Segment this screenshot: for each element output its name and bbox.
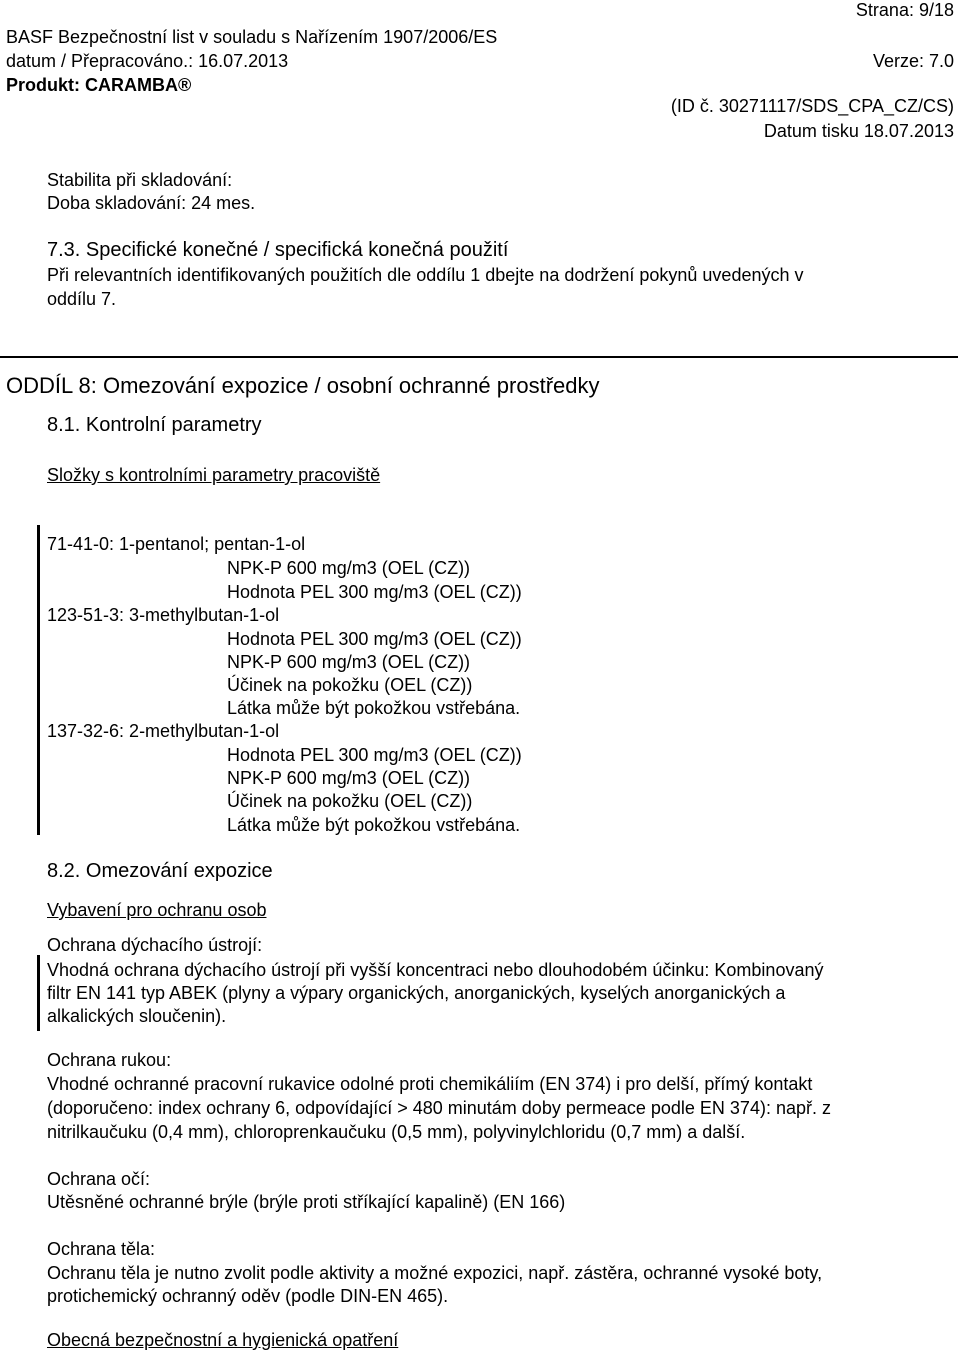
body-protection-label: Ochrana těla:: [47, 1239, 156, 1259]
subsection-8-2-heading: 8.2. Omezování expozice: [47, 860, 273, 882]
exposure-limit: Látka může být pokožkou vstřebána.: [227, 815, 521, 835]
hand-protection-label: Ochrana rukou:: [47, 1050, 172, 1070]
change-bar: [37, 955, 40, 1031]
section-8-heading: ODDÍL 8: Omezování expozice / osobní ochranné prostředky: [6, 373, 600, 398]
exposure-limit: NPK-P 600 mg/m3 (OEL (CZ)): [227, 652, 471, 672]
component-substance: 123-51-3: 3-methylbutan-1-ol: [47, 605, 280, 625]
ppe-label: Vybavení pro ochranu osob: [47, 900, 267, 920]
document-title: BASF Bezpečnostní list v souladu s Nařízením 1907/2006/ES: [6, 27, 498, 47]
hand-protection-text: nitrilkaučuku (0,4 mm), chloroprenkaučuku (0,5 mm), polyvinylchloridu (0,7 mm) a další.: [47, 1122, 746, 1142]
section-7-3-heading: 7.3. Specifické konečné / specifická konečná použití: [47, 239, 509, 261]
eye-protection-text: Utěsněné ochranné brýle (brýle proti stříkající kapalině) (EN 166): [47, 1192, 566, 1212]
respiratory-protection-text: filtr EN 141 typ ABEK (plyny a výpary organických, anorganických, kyselých anorganických a: [47, 983, 786, 1003]
body-protection-text: Ochranu těla je nutno zvolit podle aktivity a možné expozici, např. zástěra, ochranné vysoké boty,: [47, 1263, 823, 1283]
section-divider: [0, 356, 958, 358]
revision-date: datum / Přepracováno.: 16.07.2013: [6, 51, 289, 71]
hand-protection-text: (doporučeno: index ochrany 6, odpovídající > 480 minutám doby permeace podle EN 374): např. z: [47, 1098, 831, 1118]
section-7-3-text: Při relevantních identifikovaných použitích dle oddílu 1 dbejte na dodržení pokynů uvedených v: [47, 265, 804, 285]
component-substance: 137-32-6: 2-methylbutan-1-ol: [47, 721, 280, 741]
respiratory-protection-text: alkalických sloučenin).: [47, 1006, 227, 1026]
respiratory-protection-text: Vhodná ochrana dýchacího ústrojí při vyšší koncentraci nebo dlouhodobém účinku: Kombinovaný: [47, 960, 824, 980]
body-protection-text: protichemický ochranný oděv (podle DIN-EN 465).: [47, 1286, 449, 1306]
exposure-limit: NPK-P 600 mg/m3 (OEL (CZ)): [227, 768, 471, 788]
stability-label: Stabilita při skladování:: [47, 170, 233, 190]
exposure-limit: Účinek na pokožku (OEL (CZ)): [227, 675, 473, 695]
print-date: Datum tisku 18.07.2013: [763, 121, 954, 141]
exposure-limit: Účinek na pokožku (OEL (CZ)): [227, 791, 473, 811]
exposure-limit: Hodnota PEL 300 mg/m3 (OEL (CZ)): [227, 629, 522, 649]
respiratory-protection-label: Ochrana dýchacího ústrojí:: [47, 935, 263, 955]
exposure-limit: Látka může být pokožkou vstřebána.: [227, 698, 521, 718]
exposure-limit: Hodnota PEL 300 mg/m3 (OEL (CZ)): [227, 745, 522, 765]
section-7-3-text: oddílu 7.: [47, 289, 117, 309]
storage-duration: Doba skladování: 24 mes.: [47, 193, 256, 213]
hand-protection-text: Vhodné ochranné pracovní rukavice odolné proti chemikáliím (EN 374) i pro delší, přímý kontakt: [47, 1074, 813, 1094]
change-bar: [37, 525, 40, 835]
eye-protection-label: Ochrana očí:: [47, 1169, 151, 1189]
subsection-8-1-heading: 8.1. Kontrolní parametry: [47, 414, 262, 436]
version: Verze: 7.0: [872, 51, 954, 71]
exposure-limit: Hodnota PEL 300 mg/m3 (OEL (CZ)): [227, 582, 522, 602]
components-label: Složky s kontrolními parametry pracoviště: [47, 465, 381, 485]
document-id: (ID č. 30271117/SDS_CPA_CZ/CS): [670, 96, 954, 116]
component-substance: 71-41-0: 1-pentanol; pentan-1-ol: [47, 534, 306, 554]
product-name: Produkt: CARAMBA®: [6, 75, 192, 95]
page-number: Strana: 9/18: [855, 0, 954, 20]
hygiene-measures-label: Obecná bezpečnostní a hygienická opatření: [47, 1330, 399, 1350]
exposure-limit: NPK-P 600 mg/m3 (OEL (CZ)): [227, 558, 471, 578]
